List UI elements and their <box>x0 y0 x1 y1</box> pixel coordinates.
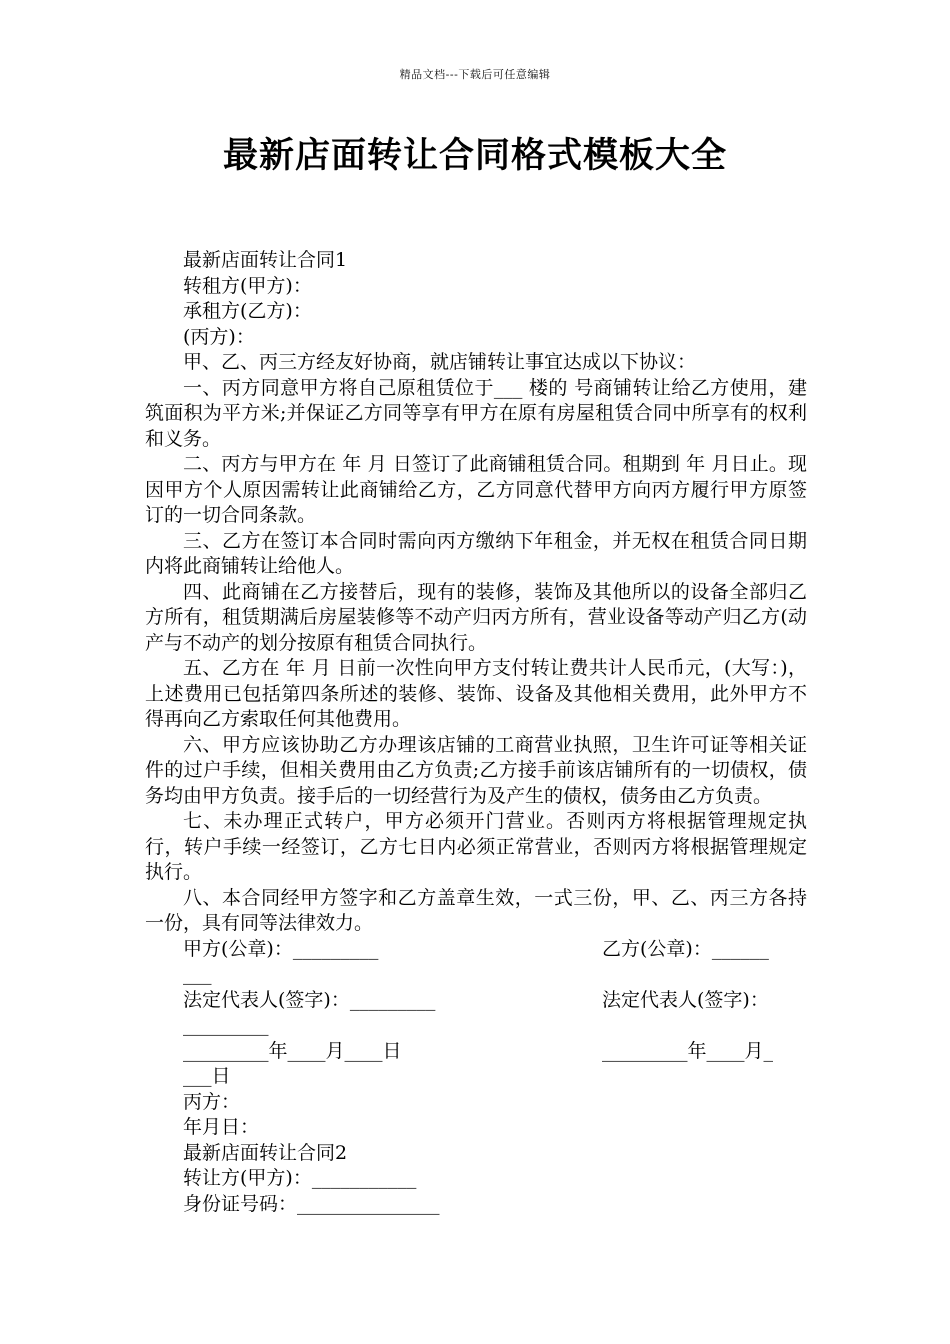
contract-heading: 最新店面转让合同1 <box>183 249 348 271</box>
document-title: 最新店面转让合同格式模板大全 <box>222 136 727 176</box>
clause-6: 六、甲方应该协助乙方办理该店铺的工商营业执照，卫生许可证等相关证件的过户手续，但相关费用由乙方负责;乙方接手前该店铺所有的一切债权，债务均由甲方负责。接手后的一切经营行为及产生的债权，债务由乙方负责。 <box>145 733 807 807</box>
party-a-line: 转租方(甲方)： <box>183 274 312 297</box>
representative-right: 法定代表人(签字)： <box>602 988 769 1011</box>
party-b-seal: 乙方(公章)：______ <box>602 937 769 960</box>
document-body <box>145 248 807 1217</box>
date-continuation: ___日 <box>183 1065 231 1087</box>
representative-left: 法定代表人(签字)：_________ <box>183 988 436 1011</box>
seal-row <box>145 937 807 963</box>
date-right: _________年____月_ <box>602 1039 774 1062</box>
clause-2: 二、丙方与甲方在 年 月 日签订了此商铺租赁合同。租期到 年 月日止。现因甲方个人原因需转让此商铺给乙方，乙方同意代替甲方向丙方履行甲方原签订的一切合同条款。 <box>145 453 807 526</box>
clause-1: 一、丙方同意甲方将自己原租赁位于___ 楼的 号商铺转让给乙方使用，建筑面积为平方米;并保证乙方同等享有甲方在原有房屋租赁合同中所享有的权利和义务。 <box>145 376 807 450</box>
party-a-seal: 甲方(公章)：_________ <box>183 937 379 960</box>
sign-date: 年月日： <box>183 1116 260 1138</box>
party-b-line: 承租方(乙方)： <box>183 300 312 322</box>
clause-7: 七、未办理正式转户，甲方必须开门营业。否则丙方将根据管理规定执行，转户手续一经签订，乙方七日内必须正常营业，否则丙方将根据管理规定执行。 <box>145 810 807 883</box>
party-c-sign: 丙方： <box>183 1090 241 1113</box>
representative-row <box>145 988 807 1014</box>
clause-3: 三、乙方在签订本合同时需向丙方缴纳下年租金，并无权在租赁合同日期内将此商铺转让给他人。 <box>145 529 807 577</box>
transferor-line: 转让方(甲方)：___________ <box>183 1167 417 1189</box>
party-b-seal-continuation: ___ <box>183 963 212 985</box>
clause-8: 八、本合同经甲方签字和乙方盖章生效，一式三份，甲、乙、丙三方各持一份，具有同等法律效力。 <box>145 886 807 934</box>
clause-4: 四、此商铺在乙方接替后，现有的装修，装饰及其他所以的设备全部归乙方所有，租赁期满后房屋装修等不动产归丙方所有，营业设备等动产归乙方(动产与不动产的划分按原有租赁合同执行。 <box>145 580 807 654</box>
date-row <box>145 1039 807 1065</box>
header-note: 精品文档---下载后可任意编辑 <box>399 68 551 81</box>
date-left: _________年____月____日 <box>183 1039 402 1062</box>
agreement-intro: 甲、乙、丙三方经友好协商，就店铺转让事宜达成以下协议： <box>183 351 697 373</box>
representative-continuation: _________ <box>183 1014 269 1036</box>
clause-5: 五、乙方在 年 月 日前一次性向甲方支付转让费共计人民币元，(大写：)，上述费用已包括第四条所述的装修、装饰、设备及其他相关费用，此外甲方不得再向乙方索取任何其他费用。 <box>145 657 807 730</box>
party-c-line: (丙方)： <box>183 325 255 348</box>
contract-2-heading: 最新店面转让合同2 <box>183 1141 348 1164</box>
id-number-line: 身份证号码：_______________ <box>183 1192 440 1215</box>
